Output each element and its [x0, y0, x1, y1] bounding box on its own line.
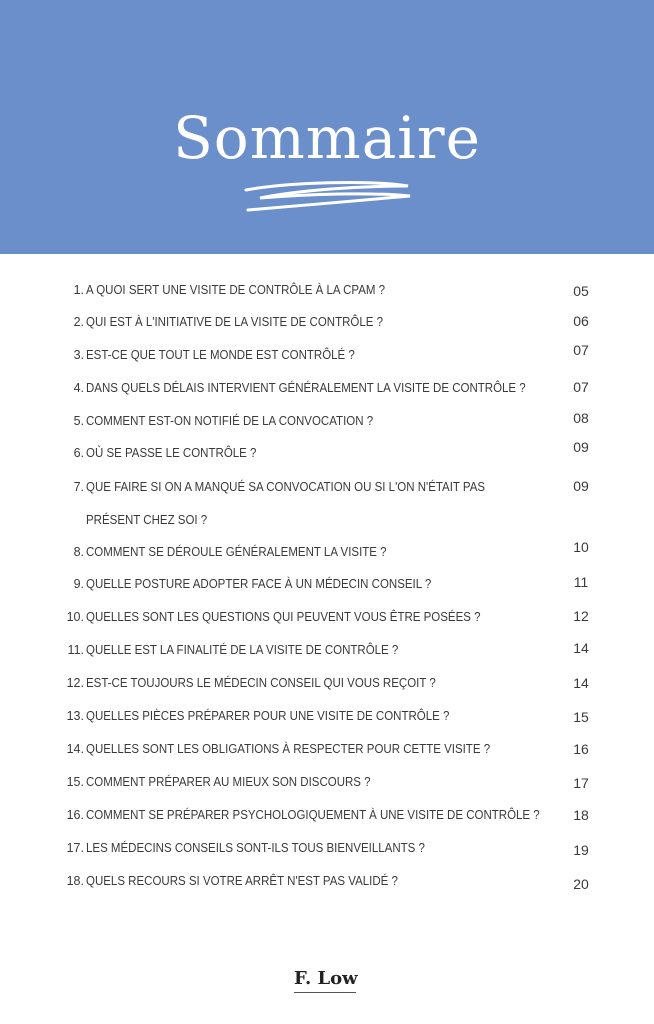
footer-logo [294, 968, 360, 998]
toc-entry[interactable] [0, 345, 654, 365]
toc-page-number: 07 [573, 342, 589, 358]
toc-page-number: 14 [573, 640, 589, 656]
toc-page-number: 11 [573, 574, 589, 590]
toc-label: QUELLE POSTURE ADOPTER FACE À UN MÉDECIN CONSEIL ? [86, 577, 432, 591]
toc-entry[interactable] [0, 477, 654, 527]
toc-number: 1. [73, 283, 84, 297]
toc-page-number: 19 [573, 842, 589, 858]
toc-label: COMMENT PRÉPARER AU MIEUX SON DISCOURS ? [86, 775, 371, 789]
toc-number: 12. [66, 676, 84, 690]
toc-page-number: 17 [573, 775, 589, 791]
toc-label: QUELLES SONT LES QUESTIONS QUI PEUVENT VOUS ÊTRE POSÉES ? [86, 610, 481, 624]
toc-entry[interactable] [0, 280, 654, 300]
toc-entry[interactable] [0, 312, 654, 332]
toc-page-number: 05 [573, 283, 589, 299]
toc-number: 4. [73, 381, 84, 395]
toc-page-number: 07 [573, 379, 589, 395]
toc-entry[interactable] [0, 772, 654, 792]
toc-label: OÙ SE PASSE LE CONTRÔLE ? [86, 446, 257, 460]
toc-page-number: 20 [573, 876, 589, 892]
toc-page-number: 10 [573, 539, 589, 555]
toc-number: 8. [73, 545, 84, 559]
toc-label: QUELLES SONT LES OBLIGATIONS À RESPECTER POUR CETTE VISITE ? [86, 742, 491, 756]
toc-page-number: 08 [573, 410, 589, 426]
toc-entry[interactable] [0, 640, 654, 660]
toc-page-number: 09 [573, 439, 589, 455]
toc-entry[interactable] [0, 411, 654, 431]
toc-entry[interactable] [0, 607, 654, 627]
toc-number: 16. [66, 808, 84, 822]
toc-label: A QUOI SERT UNE VISITE DE CONTRÔLE À LA CPAM ? [86, 283, 386, 297]
toc-label: DANS QUELS DÉLAIS INTERVIENT GÉNÉRALEMENT LA VISITE DE CONTRÔLE ? [86, 381, 526, 395]
toc-entry[interactable] [0, 542, 654, 562]
toc-label: COMMENT EST-ON NOTIFIÉ DE LA CONVOCATION ? [86, 414, 374, 428]
logo-text: F. Low [294, 968, 358, 989]
toc-page-number: 14 [573, 675, 589, 691]
toc-label: QUI EST À L'INITIATIVE DE LA VISITE DE CONTRÔLE ? [86, 315, 384, 329]
toc-label: QUELLES PIÈCES PRÉPARER POUR UNE VISITE DE CONTRÔLE ? [86, 709, 450, 723]
toc-number: 6. [73, 446, 84, 460]
toc-number: 15. [66, 775, 84, 789]
swash-decoration [240, 176, 415, 216]
page-title: Sommaire [173, 104, 481, 172]
toc-entry[interactable] [0, 739, 654, 759]
toc-number: 11. [67, 643, 84, 657]
toc-number: 17. [66, 841, 84, 855]
toc-entry[interactable] [0, 706, 654, 726]
toc-label: EST-CE TOUJOURS LE MÉDECIN CONSEIL QUI VOUS REÇOIT ? [86, 676, 436, 690]
toc-entry[interactable] [0, 871, 654, 891]
toc-page-number: 16 [573, 741, 589, 757]
toc-label: QUE FAIRE SI ON A MANQUÉ SA CONVOCATION OU SI L'ON N'ÉTAIT PAS PRÉSENT CHEZ SOI ? [86, 480, 486, 527]
toc-page-number: 06 [573, 313, 589, 329]
toc-number: 5. [73, 414, 84, 428]
toc-entry[interactable] [0, 443, 654, 463]
toc-entry[interactable] [0, 805, 654, 825]
logo-underline [294, 992, 356, 993]
toc-number: 7. [73, 480, 84, 494]
toc-number: 10. [66, 610, 84, 624]
toc-label: QUELS RECOURS SI VOTRE ARRÊT N'EST PAS VALIDÉ ? [86, 874, 398, 888]
toc-label: COMMENT SE DÉROULE GÉNÉRALEMENT LA VISITE ? [86, 545, 387, 559]
toc-number: 13. [66, 709, 84, 723]
toc-number: 9. [73, 577, 84, 591]
toc-label: QUELLE EST LA FINALITÉ DE LA VISITE DE CONTRÔLE ? [86, 643, 399, 657]
toc-label: EST-CE QUE TOUT LE MONDE EST CONTRÔLÉ ? [86, 348, 355, 362]
toc-label: LES MÉDECINS CONSEILS SONT-ILS TOUS BIENVEILLANTS ? [86, 841, 425, 855]
toc-page-number: 09 [573, 478, 589, 494]
toc-entry[interactable] [0, 838, 654, 858]
toc-label: COMMENT SE PRÉPARER PSYCHOLOGIQUEMENT À UNE VISITE DE CONTRÔLE ? [86, 808, 540, 822]
toc-page-number: 15 [573, 709, 589, 725]
header-banner [0, 0, 654, 254]
toc-entry[interactable] [0, 378, 654, 398]
toc-page-number: 12 [573, 608, 589, 624]
toc-number: 3. [73, 348, 84, 362]
toc-entry[interactable] [0, 574, 654, 594]
toc-entry[interactable] [0, 673, 654, 693]
toc-number: 18. [66, 874, 84, 888]
toc-number: 14. [66, 742, 84, 756]
toc-page-number: 18 [573, 807, 589, 823]
toc-number: 2. [73, 315, 84, 329]
